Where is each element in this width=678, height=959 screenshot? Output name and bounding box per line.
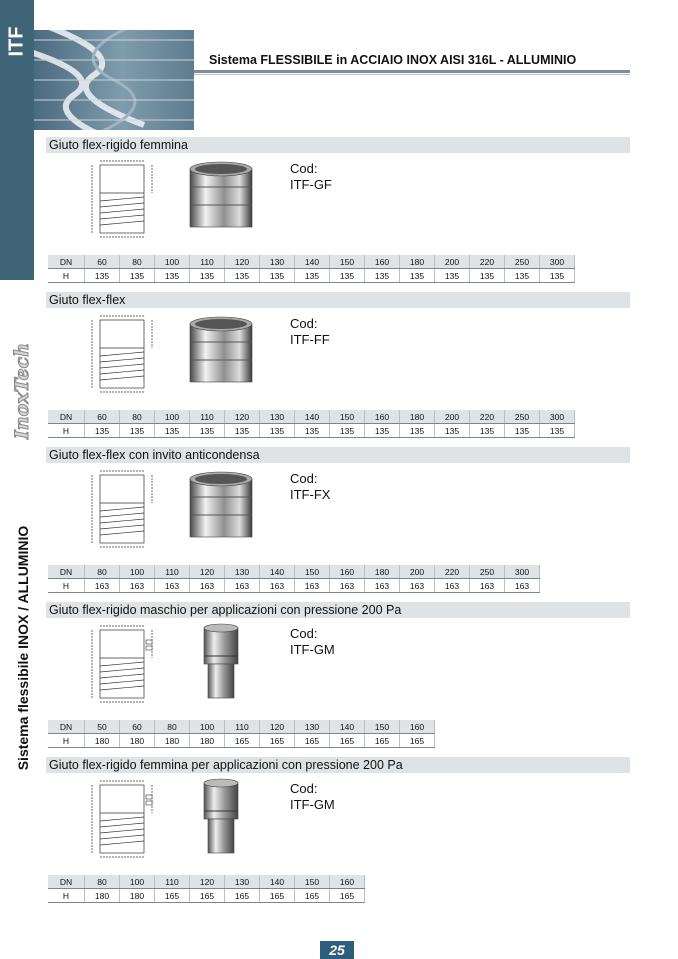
code-value: ITF-FF (290, 332, 330, 347)
code-label: Cod: (290, 781, 318, 796)
dn-cell: 150 (330, 410, 365, 424)
dn-label: DN (48, 720, 85, 734)
code-label: Cod: (290, 316, 318, 331)
dn-cell: 150 (295, 875, 330, 889)
dn-cell: 220 (470, 410, 505, 424)
product-code (290, 781, 335, 813)
dn-cell: 140 (330, 720, 365, 734)
h-cell: 135 (400, 269, 435, 283)
code-value: ITF-FX (290, 487, 331, 502)
product-photo (186, 777, 256, 857)
code-label: Cod: (290, 471, 318, 486)
dn-label: DN (48, 410, 85, 424)
h-cell: 163 (225, 579, 260, 593)
code-label: Cod: (290, 161, 318, 176)
h-cell: 165 (260, 889, 295, 903)
technical-drawing (82, 779, 172, 859)
product-photo (186, 467, 256, 547)
dn-cell: 120 (225, 255, 260, 269)
h-cell: 163 (190, 579, 225, 593)
h-cell: 165 (330, 734, 365, 748)
dn-cell: 80 (120, 410, 155, 424)
dimensions-table (48, 410, 575, 438)
code-value: ITF-GM (290, 642, 335, 657)
h-cell: 180 (155, 734, 190, 748)
header-rule (194, 70, 630, 73)
dn-cell: 160 (400, 720, 435, 734)
dn-cell: 150 (365, 720, 400, 734)
dimensions-table (48, 875, 365, 903)
h-cell: 135 (190, 269, 225, 283)
section-title: Giuto flex-rigido femmina per applicazioni con pressione 200 Pa (46, 757, 630, 773)
dn-cell: 80 (85, 565, 120, 579)
dn-row (48, 565, 540, 579)
dn-cell: 50 (85, 720, 120, 734)
h-cell: 180 (190, 734, 225, 748)
h-row (48, 424, 575, 438)
side-title: Sistema flessibile INOX / ALLUMINIO (15, 525, 31, 771)
h-row (48, 734, 435, 748)
h-cell: 180 (85, 889, 120, 903)
h-cell: 135 (295, 424, 330, 438)
section-title: Giuto flex-rigido femmina (46, 137, 630, 153)
dn-cell: 100 (155, 410, 190, 424)
h-cell: 165 (190, 889, 225, 903)
dn-cell: 140 (295, 410, 330, 424)
product-section (46, 137, 630, 281)
dn-label: DN (48, 255, 85, 269)
h-cell: 165 (365, 734, 400, 748)
dn-cell: 110 (155, 875, 190, 889)
dn-cell: 220 (435, 565, 470, 579)
header-rule-thin (194, 74, 630, 75)
page-title: Sistema FLESSIBILE in ACCIAIO INOX AISI 316L - ALLUMINIO (209, 53, 577, 67)
product-section (46, 292, 630, 436)
h-label: H (48, 269, 85, 283)
h-cell: 163 (120, 579, 155, 593)
dn-cell: 80 (85, 875, 120, 889)
h-cell: 135 (470, 269, 505, 283)
dn-cell: 220 (470, 255, 505, 269)
dn-cell: 140 (260, 565, 295, 579)
product-section (46, 757, 630, 901)
h-cell: 135 (365, 424, 400, 438)
dn-cell: 100 (190, 720, 225, 734)
h-cell: 165 (400, 734, 435, 748)
dimensions-table (48, 720, 435, 748)
h-cell: 165 (295, 889, 330, 903)
h-cell: 180 (120, 734, 155, 748)
dn-cell: 300 (540, 410, 575, 424)
section-title: Giuto flex-flex (46, 292, 630, 308)
h-cell: 163 (260, 579, 295, 593)
h-cell: 135 (365, 269, 400, 283)
dn-cell: 120 (225, 410, 260, 424)
h-cell: 165 (155, 889, 190, 903)
h-cell: 163 (85, 579, 120, 593)
dn-cell: 250 (505, 255, 540, 269)
technical-drawing (82, 159, 172, 239)
code-value: ITF-GM (290, 797, 335, 812)
dimensions-table (48, 565, 540, 593)
h-cell: 135 (435, 269, 470, 283)
h-cell: 163 (155, 579, 190, 593)
h-cell: 165 (330, 889, 365, 903)
dn-cell: 110 (225, 720, 260, 734)
dn-cell: 200 (435, 255, 470, 269)
dn-cell: 60 (85, 255, 120, 269)
h-cell: 135 (505, 269, 540, 283)
dn-cell: 100 (120, 875, 155, 889)
h-cell: 135 (190, 424, 225, 438)
dn-cell: 80 (155, 720, 190, 734)
dn-cell: 180 (365, 565, 400, 579)
dn-cell: 300 (540, 255, 575, 269)
dn-cell: 80 (120, 255, 155, 269)
dimensions-table (48, 255, 575, 283)
dn-cell: 200 (400, 565, 435, 579)
h-cell: 135 (295, 269, 330, 283)
h-cell: 165 (225, 889, 260, 903)
dn-cell: 160 (365, 255, 400, 269)
dn-cell: 120 (260, 720, 295, 734)
h-cell: 135 (120, 424, 155, 438)
h-cell: 180 (85, 734, 120, 748)
h-cell: 165 (295, 734, 330, 748)
dn-cell: 140 (260, 875, 295, 889)
dn-cell: 140 (295, 255, 330, 269)
dn-cell: 250 (470, 565, 505, 579)
product-code (290, 471, 330, 503)
dn-cell: 120 (190, 565, 225, 579)
h-cell: 135 (225, 424, 260, 438)
dn-cell: 180 (400, 410, 435, 424)
h-cell: 135 (155, 424, 190, 438)
dn-row (48, 720, 435, 734)
h-cell: 135 (505, 424, 540, 438)
dn-cell: 130 (295, 720, 330, 734)
product-code (290, 316, 330, 348)
dn-cell: 100 (120, 565, 155, 579)
h-label: H (48, 889, 85, 903)
technical-drawing (82, 624, 172, 704)
h-cell: 135 (540, 269, 575, 283)
h-cell: 163 (330, 579, 365, 593)
h-cell: 135 (85, 269, 120, 283)
h-cell: 180 (120, 889, 155, 903)
dn-cell: 100 (155, 255, 190, 269)
h-cell: 135 (470, 424, 505, 438)
dn-cell: 110 (155, 565, 190, 579)
h-cell: 135 (155, 269, 190, 283)
dn-cell: 130 (225, 565, 260, 579)
h-cell: 163 (365, 579, 400, 593)
dn-cell: 150 (330, 255, 365, 269)
dn-cell: 150 (295, 565, 330, 579)
h-cell: 163 (400, 579, 435, 593)
technical-drawing (82, 314, 172, 394)
h-cell: 135 (330, 269, 365, 283)
technical-drawing (82, 469, 172, 549)
h-cell: 163 (435, 579, 470, 593)
dn-cell: 300 (505, 565, 540, 579)
dn-cell: 130 (260, 255, 295, 269)
product-section (46, 602, 630, 746)
dn-cell: 200 (435, 410, 470, 424)
dn-cell: 60 (120, 720, 155, 734)
h-label: H (48, 734, 85, 748)
dn-cell: 130 (225, 875, 260, 889)
dn-row (48, 875, 365, 889)
side-strip-corner (0, 200, 34, 280)
dn-row (48, 255, 575, 269)
product-photo (186, 622, 256, 702)
page-number: 25 (320, 941, 354, 959)
product-code (290, 626, 335, 658)
h-cell: 135 (225, 269, 260, 283)
h-cell: 135 (400, 424, 435, 438)
product-section (46, 447, 630, 591)
h-cell: 135 (435, 424, 470, 438)
h-cell: 163 (505, 579, 540, 593)
h-row (48, 269, 575, 283)
dn-cell: 110 (190, 255, 225, 269)
section-title: Giuto flex-rigido maschio per applicazioni con pressione 200 Pa (46, 602, 630, 618)
h-cell: 163 (470, 579, 505, 593)
code-value: ITF-GF (290, 177, 332, 192)
product-photo (186, 157, 256, 237)
product-photo (186, 312, 256, 392)
dn-cell: 160 (330, 565, 365, 579)
h-cell: 165 (260, 734, 295, 748)
h-label: H (48, 579, 85, 593)
h-cell: 135 (120, 269, 155, 283)
h-cell: 135 (85, 424, 120, 438)
h-cell: 135 (540, 424, 575, 438)
dn-label: DN (48, 875, 85, 889)
h-cell: 165 (225, 734, 260, 748)
brand-logo: InoxTech (11, 342, 33, 440)
dn-cell: 250 (505, 410, 540, 424)
h-cell: 163 (295, 579, 330, 593)
dn-row (48, 410, 575, 424)
dn-cell: 160 (365, 410, 400, 424)
dn-cell: 160 (330, 875, 365, 889)
section-title: Giuto flex-flex con invito anticondensa (46, 447, 630, 463)
dn-cell: 130 (260, 410, 295, 424)
code-label: Cod: (290, 626, 318, 641)
dn-cell: 110 (190, 410, 225, 424)
h-row (48, 579, 540, 593)
header-photo-flexible-pipe (34, 30, 194, 130)
dn-cell: 120 (190, 875, 225, 889)
h-cell: 135 (260, 424, 295, 438)
dn-label: DN (48, 565, 85, 579)
h-row (48, 889, 365, 903)
h-label: H (48, 424, 85, 438)
dn-cell: 60 (85, 410, 120, 424)
h-cell: 135 (330, 424, 365, 438)
dn-cell: 180 (400, 255, 435, 269)
side-tag: ITF (5, 26, 28, 57)
h-cell: 135 (260, 269, 295, 283)
product-code (290, 161, 332, 193)
